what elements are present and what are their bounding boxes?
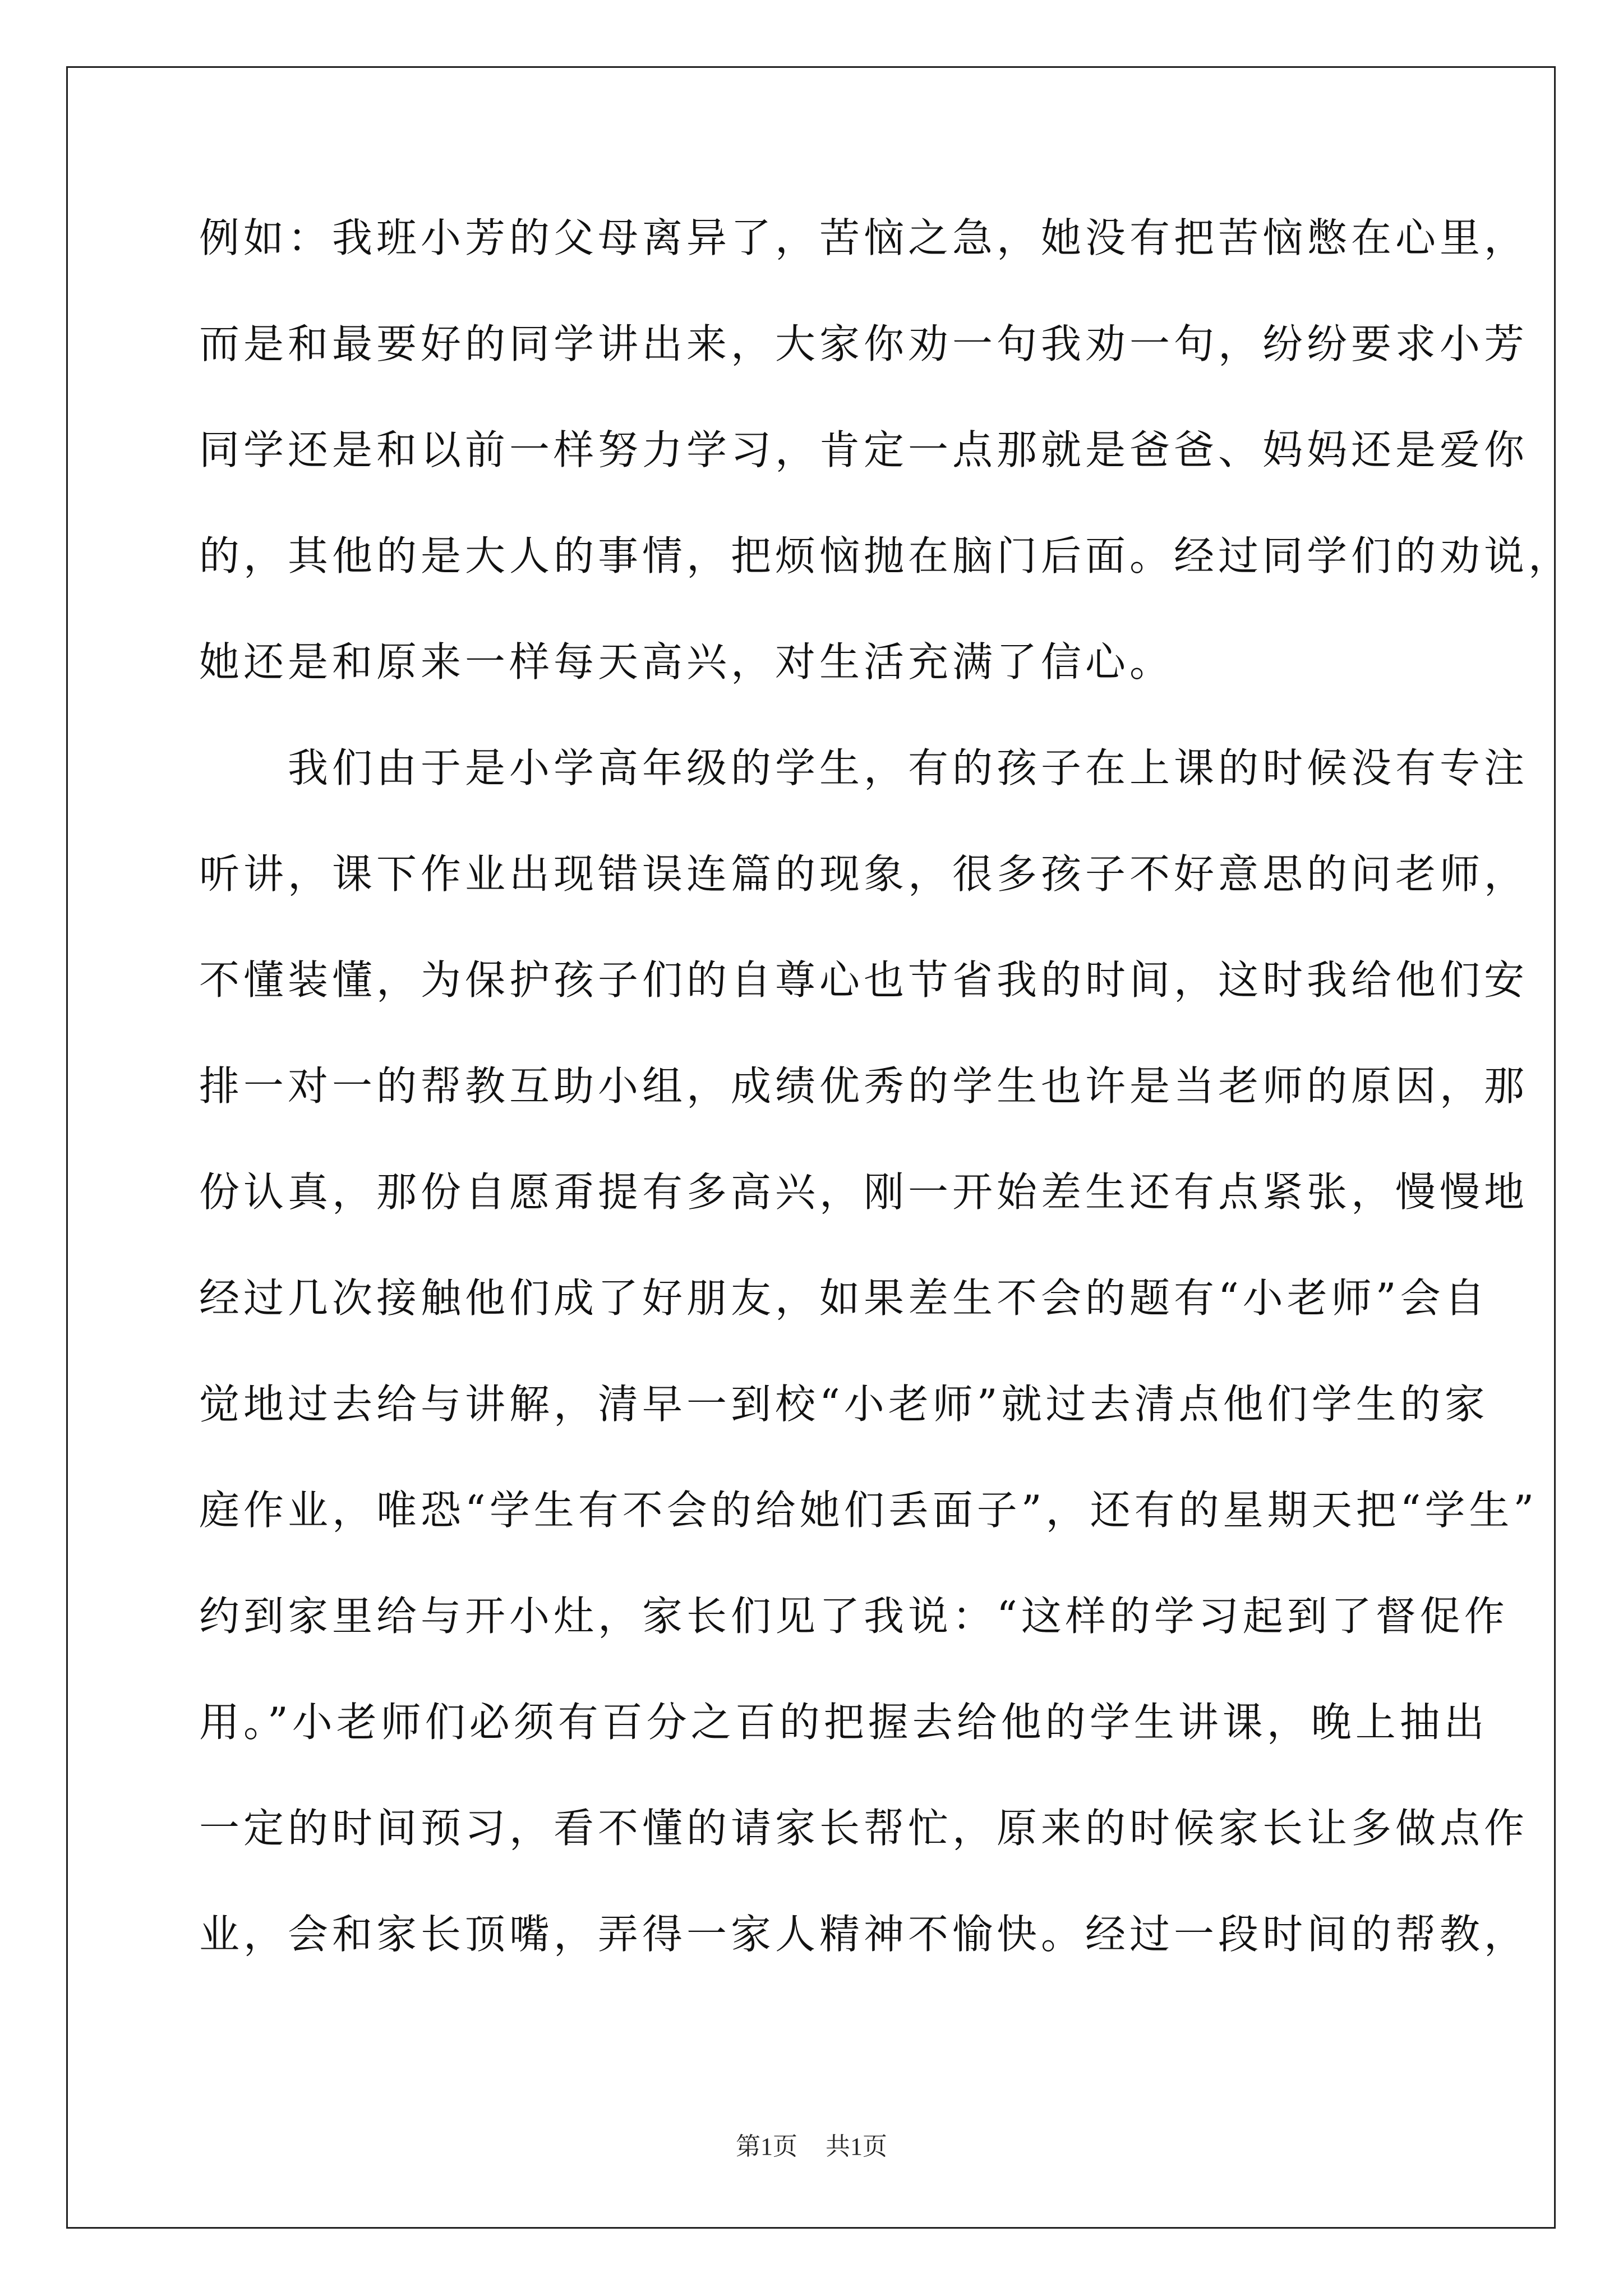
text-line: 庭作业，唯恐“学生有不会的给她们丢面子”，还有的星期天把“学生” bbox=[199, 1487, 1538, 1534]
text-line: 不懂装懂，为保护孩子们的自尊心也节省我的时间，这时我给他们安 bbox=[199, 956, 1529, 1004]
page-number-total: 共1页 bbox=[826, 2133, 887, 2160]
text-line: 约到家里给与开小灶，家长们见了我说：“这样的学习起到了督促作 bbox=[199, 1593, 1509, 1640]
page-footer bbox=[0, 2126, 1623, 2162]
text-line: 她还是和原来一样每天高兴，对生活充满了信心。 bbox=[199, 638, 1174, 685]
text-line: 同学还是和以前一样努力学习，肯定一点那就是爸爸、妈妈还是爱你 bbox=[199, 426, 1529, 473]
document-body bbox=[199, 185, 1573, 1987]
text-line: 而是和最要好的同学讲出来，大家你劝一句我劝一句，纷纷要求小芳 bbox=[199, 320, 1529, 367]
text-line: 的，其他的是大人的事情，把烦恼抛在脑门后面。经过同学们的劝说， bbox=[199, 532, 1573, 579]
text-line: 经过几次接触他们成了好朋友，如果差生不会的题有“小老师”会自 bbox=[199, 1274, 1489, 1322]
text-line: 份认真，那份自愿甭提有多高兴，刚一开始差生还有点紧张，慢慢地 bbox=[199, 1168, 1529, 1216]
text-line: 一定的时间预习，看不懂的请家长帮忙，原来的时候家长让多做点作 bbox=[199, 1805, 1529, 1852]
text-line: 觉地过去给与讲解，清早一到校“小老师”就过去清点他们学生的家 bbox=[199, 1381, 1489, 1428]
page-number-current: 第1页 bbox=[736, 2133, 797, 2160]
text-line: 用。”小老师们必须有百分之百的把握去给他的学生讲课，晚上抽出 bbox=[199, 1699, 1488, 1746]
text-line: 我们由于是小学高年级的学生，有的孩子在上课的时候没有专注 bbox=[199, 744, 1529, 792]
text-line: 排一对一的帮教互助小组，成绩优秀的学生也许是当老师的原因，那 bbox=[199, 1062, 1529, 1110]
text-line: 例如：我班小芳的父母离异了，苦恼之急，她没有把苦恼憋在心里， bbox=[199, 214, 1529, 261]
text-line: 业，会和家长顶嘴，弄得一家人精神不愉快。经过一段时间的帮教， bbox=[199, 1911, 1529, 1958]
text-line: 听讲，课下作业出现错误连篇的现象，很多孩子不好意思的问老师， bbox=[199, 850, 1529, 898]
